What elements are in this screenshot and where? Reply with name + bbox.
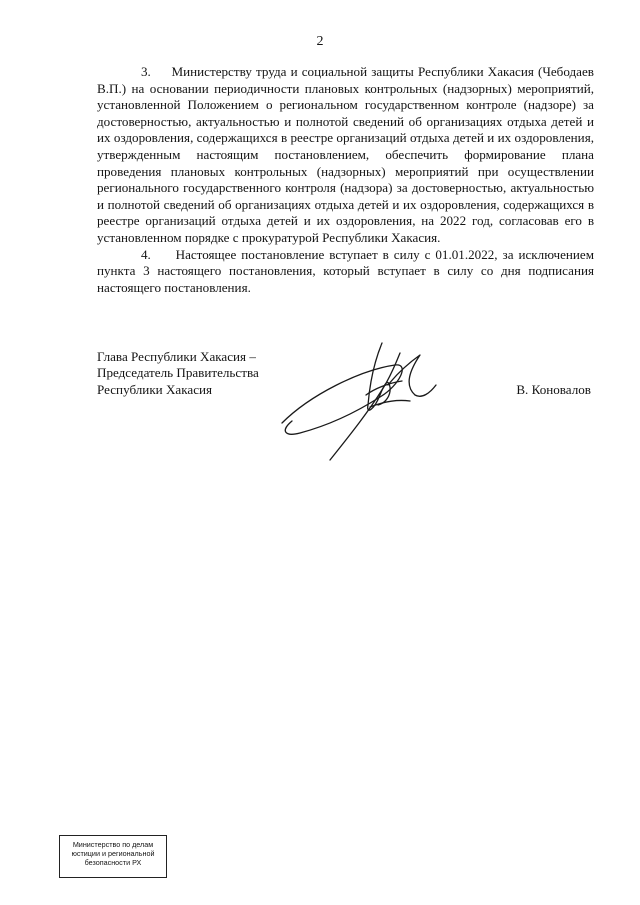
stamp-line: Министерство по делам (72, 840, 154, 849)
paragraph-4: 4. Настоящее постановление вступает в силу с 01.01.2022, за исключением пункта 3 настоящего постановления, который вступает в силу со дня подписания настоящего постановления. (97, 246, 594, 295)
signer-position-line: Глава Республики Хакасия – (97, 349, 256, 364)
page-number: 2 (316, 34, 324, 49)
signer-position-line: Республики Хакасия (97, 381, 213, 397)
stamp-line: безопасности РХ (84, 858, 142, 867)
handwritten-signature (270, 325, 470, 465)
signer-name: В. Коновалов (516, 382, 591, 397)
ministry-stamp (59, 835, 167, 878)
document-body (97, 64, 594, 296)
signer-position (97, 349, 259, 398)
paragraph-3: 3. Министерству труда и социальной защиты Республики Хакасия (Чебодаев В.П.) на основании периодичности плановых контрольных (надзорных) мероприятий, установленной Положением о региональном государственном контроле (надзоре) за достоверностью, актуальностью и полнотой сведений об организациях отдыха детей и их оздоровления, содержащихся в реестре организаций отдыха детей и их оздоровления, утвержденным настоящим постановлением, обеспечить формирование плана проведения плановых контрольных (надзорных) мероприятий при осуществлении регионального государственного контроля (надзора) за достоверностью, актуальностью и полнотой сведений об организациях отдыха детей и их оздоровления, содержащихся в реестре организаций отдыха детей и их оздоровления, на 2022 год, согласовав его в установленном порядке с прокуратурой Республики Хакасия. (97, 64, 594, 245)
stamp-line: юстиции и региональной (71, 849, 155, 858)
signer-position-line: Председатель Правительства (97, 365, 259, 381)
